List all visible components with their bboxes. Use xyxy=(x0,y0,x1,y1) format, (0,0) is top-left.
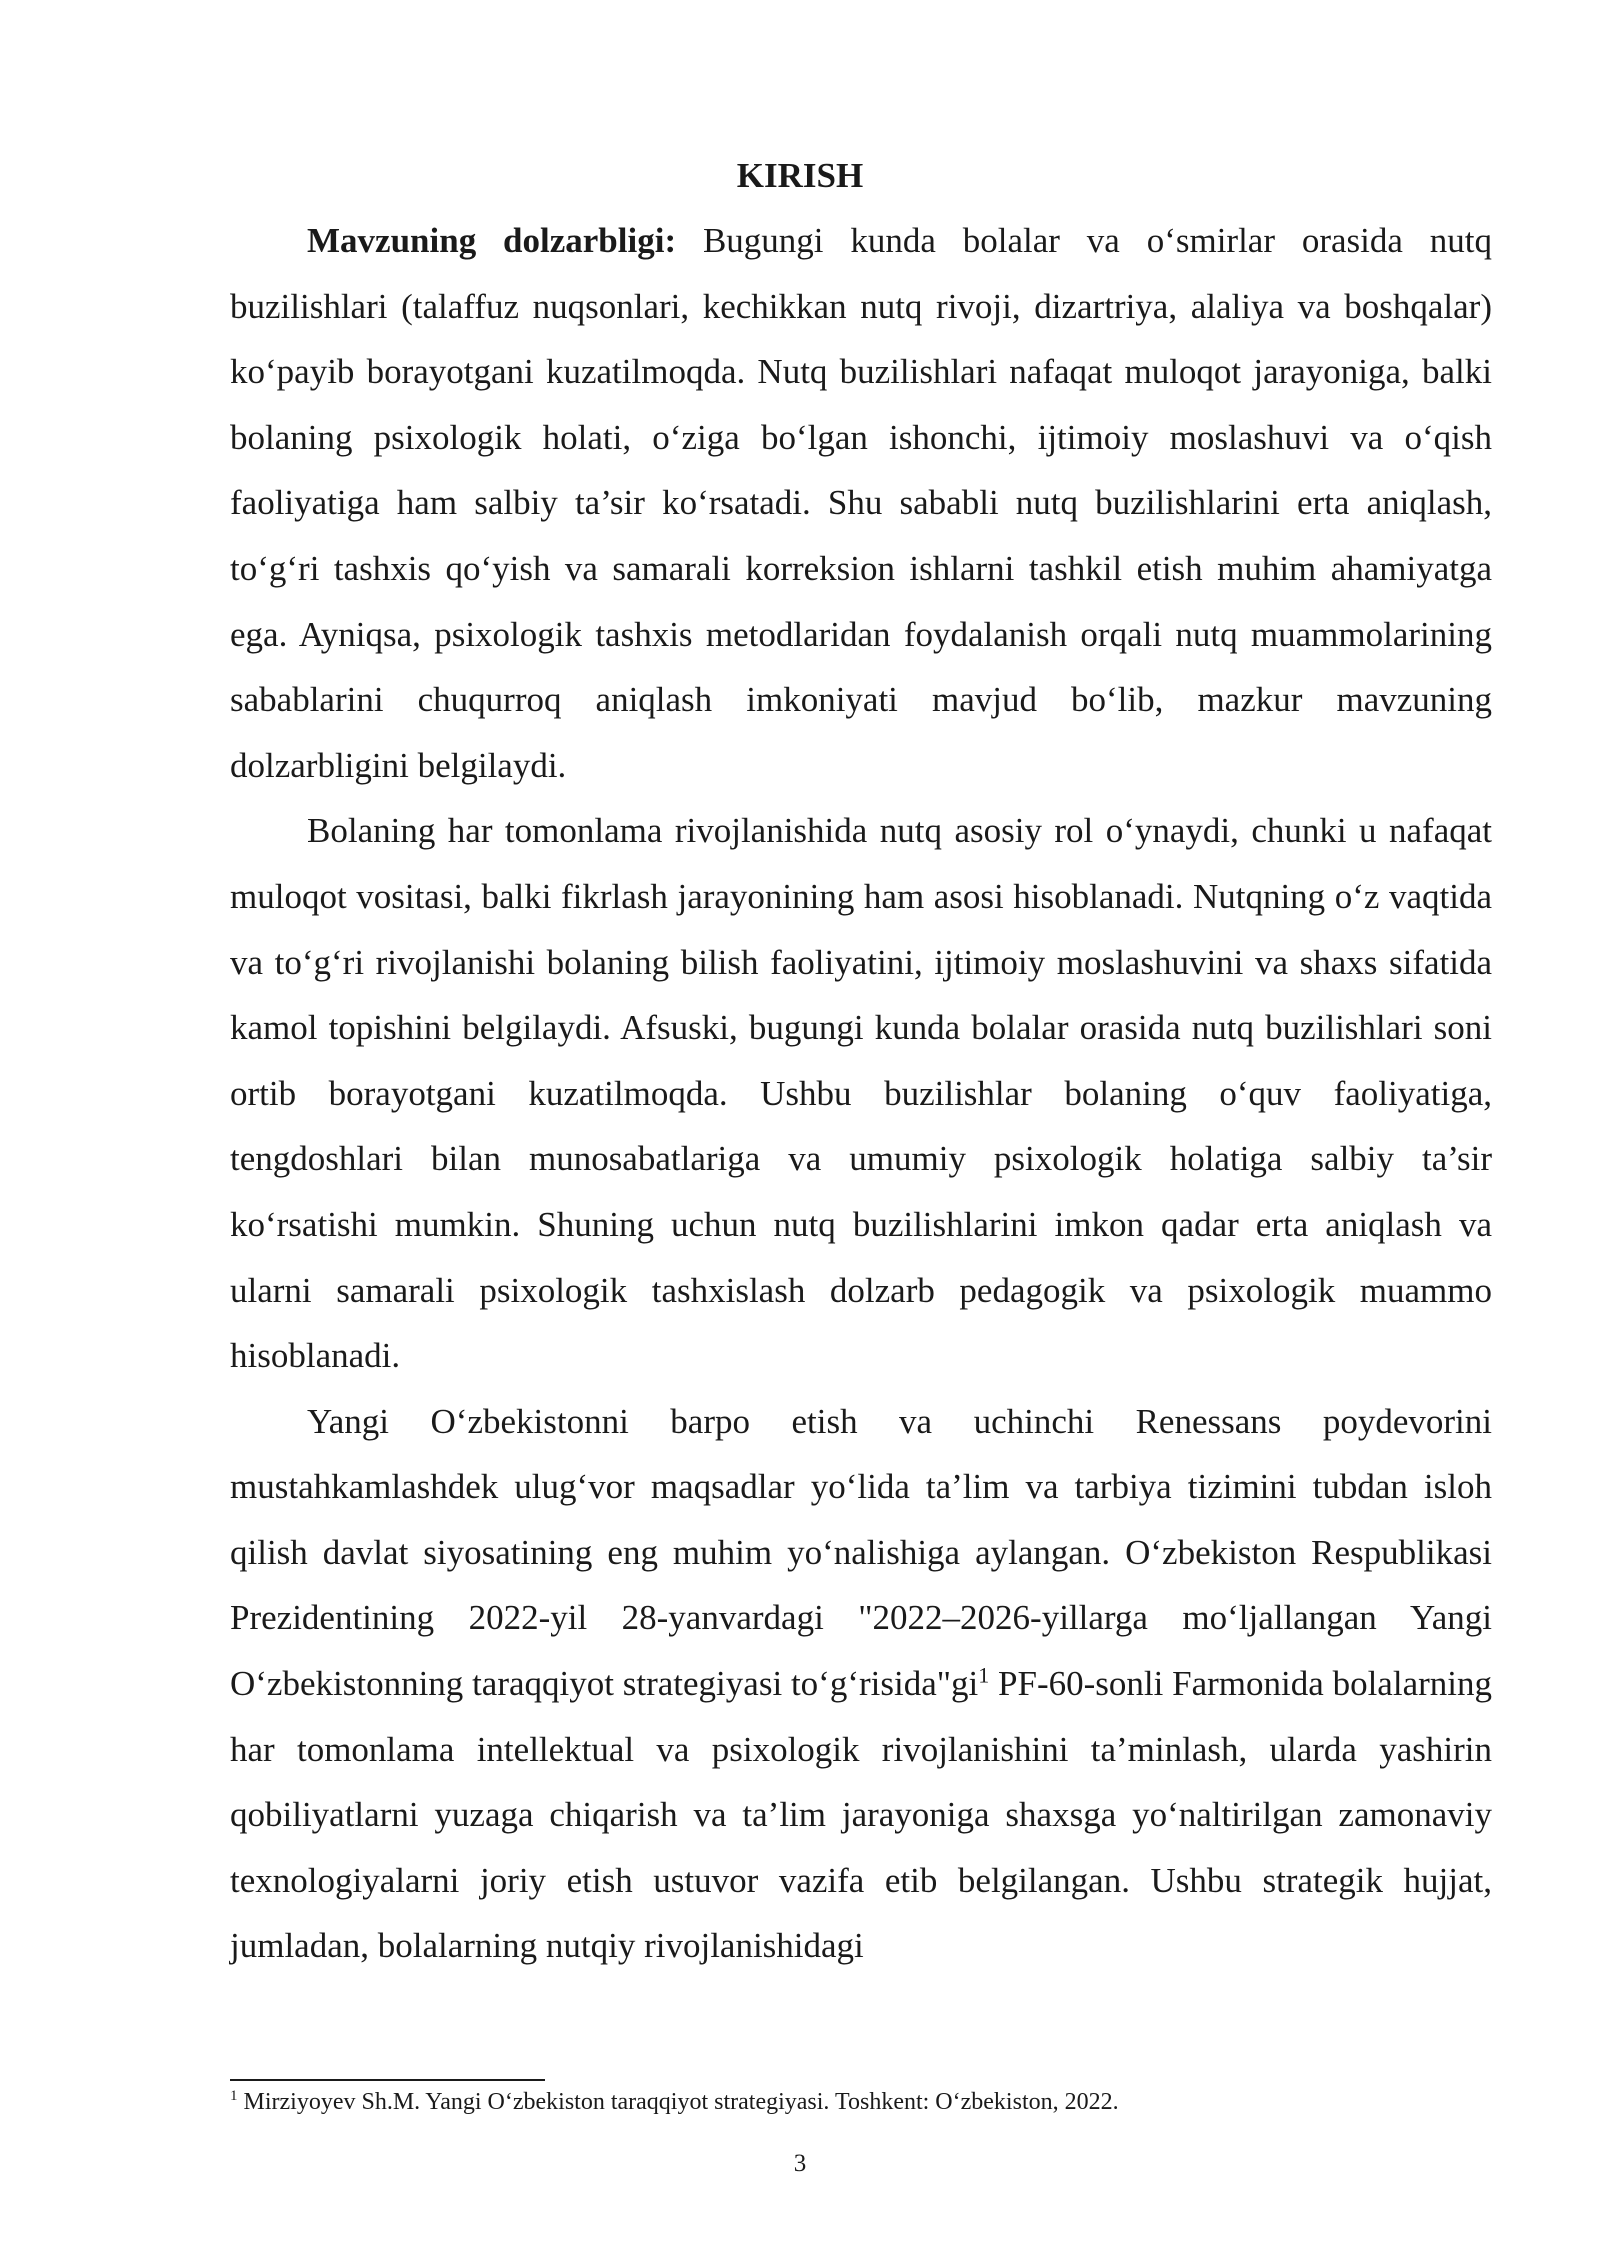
paragraph-text: Yangi O‘zbekistonni barpo etish va uchinchi Renessans poydevorini mustahkamlashdek ulug‘vor maqsadlar yo‘lida ta’lim va tarbiya tizimini tubdan isloh qilish davlat siyosatining eng muhim yo‘nalishiga aylangan. O‘zbekiston Respublikasi Prezidentining 2022-yil 28-yanvardagi "2022–2026-yillarga mo‘ljallangan Yangi O‘zbekistonning taraqqiyot strategiyasi to‘g‘risida"gi xyxy=(230,1401,1492,1704)
footnote-reference[interactable]: 1 xyxy=(978,1662,990,1688)
footnote xyxy=(230,2084,1492,2120)
page-number: 3 xyxy=(793,2150,807,2177)
footnote-text: Mirziyoyev Sh.M. Yangi O‘zbekiston taraqqiyot strategiyasi. Toshkent: O‘zbekiston, 2022. xyxy=(237,2089,1119,2115)
main-text xyxy=(230,208,1492,1979)
footnote-separator xyxy=(230,2079,545,2081)
paragraph-relevance xyxy=(230,208,1492,798)
paragraph-lead: Mavzuning dolzarbligi: xyxy=(307,221,677,260)
paragraph-strategy xyxy=(230,1389,1492,1979)
paragraph-text: Bugungi kunda bolalar va o‘smirlar orasida nutq buzilishlari (talaffuz nuqsonlari, kechikkan nutq rivoji, dizartriya, alaliya va boshqalar) ko‘payib borayotgani kuzatilmoqda. Nutq buzilishlari nafaqat muloqot jarayoniga, balki bolaning psixologik holati, o‘ziga bo‘lgan ishonchi, ijtimoiy moslashuvi va o‘qish faoliyatiga ham salbiy ta’sir ko‘rsatadi. Shu sababli nutq buzilishlarini erta aniqlash, to‘g‘ri tashxis qo‘yish va samarali korreksion ishlarni tashkil etish muhim ahamiyatga ega. Ayniqsa, psixologik tashxis metodlaridan foydalanish orqali nutq muammolarining sabablarini chuqurroq aniqlash imkoniyati mavjud bo‘lib, mazkur mavzuning dolzarbligini belgilaydi. xyxy=(230,221,1492,785)
paragraph-text: PF-60-sonli Farmonida bolalarning har tomonlama intellektual va psixologik rivojlanishini ta’minlash, ularda yashirin qobiliyatlarni yuzaga chiqarish va ta’lim jarayoniga shaxsga yo‘naltirilgan zamonaviy texnologiyalarni joriy etish ustuvor vazifa etib belgilangan. Ushbu strategik hujjat, jumladan, bolalarning nutqiy rivojlanishidagi xyxy=(230,1664,1492,1966)
paragraph-speech-role xyxy=(230,798,1492,1388)
page-title: KIRISH xyxy=(736,156,864,195)
paragraph-text: Bolaning har tomonlama rivojlanishida nutq asosiy rol o‘ynaydi, chunki u nafaqat muloqot vositasi, balki fikrlash jarayonining ham asosi hisoblanadi. Nutqning o‘z vaqtida va to‘g‘ri rivojlanishi bolaning bilish faoliyatini, ijtimoiy moslashuvini va shaxs sifatida kamol topishini belgilaydi. Afsuski, bugungi kunda bolalar orasida nutq buzilishlari soni ortib borayotgani kuzatilmoqda. Ushbu buzilishlar bolaning o‘quv faoliyatiga, tengdoshlari bilan munosabatlariga va umumiy psixologik holatiga salbiy ta’sir ko‘rsatishi mumkin. Shuning uchun nutq buzilishlarini imkon qadar erta aniqlash va ularni samarali psixologik tashxislash dolzarb pedagogik va psixologik muammo hisoblanadi. xyxy=(230,811,1492,1376)
footnote-marker: 1 xyxy=(230,2088,238,2104)
